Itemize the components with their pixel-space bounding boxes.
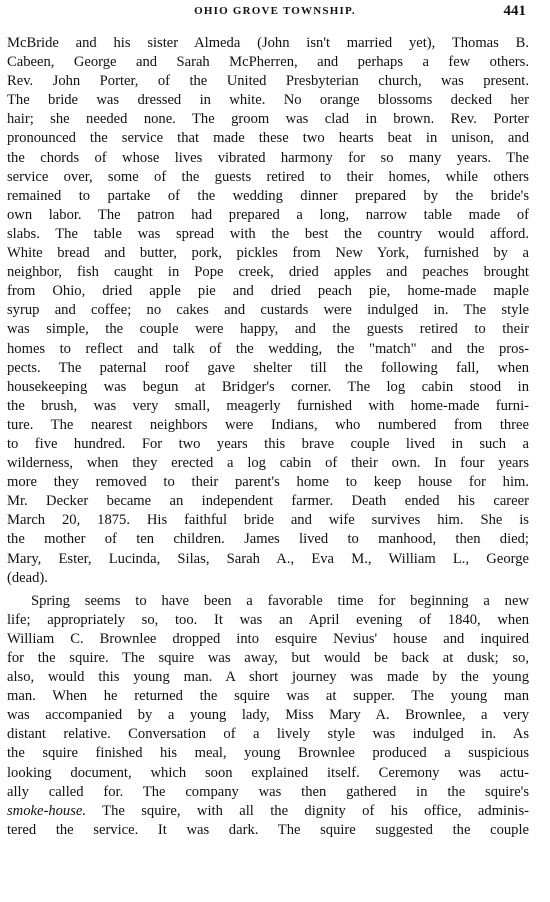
text-line: looking document, which soon explained itself. Ceremony was actu- <box>7 764 529 781</box>
text-line: slabs. The table was spread with the best the country would afford. <box>7 225 529 242</box>
text-line: White bread and butter, pork, pickles from New York, furnished by a <box>7 245 529 262</box>
text-line: was accompanied by a young lady, Miss Mary A. Brownlee, a very <box>7 707 529 724</box>
text-line: the mother of ten children. James lived to manhood, then died; <box>7 531 529 548</box>
paragraph-1 <box>7 34 529 588</box>
text-line: more they removed to their parent's home to keep house for him. <box>7 474 529 491</box>
text-line: McBride and his sister Almeda (John isn't married yet), Thomas B. <box>7 35 529 51</box>
text-line: hair; she needed none. The groom was clad in brown. Rev. Porter <box>7 111 529 128</box>
text-line-rest: The squire, with all the dignity of his office, adminis- <box>86 802 529 819</box>
text-line <box>7 802 529 821</box>
text-line: wilderness, when they erected a log cabin of their own. In four years <box>7 455 529 472</box>
text-line: the squire finished his meal, young Brownlee produced a suspicious <box>7 745 529 762</box>
text-line: distant relative. Conversation of a lively style was indulged in. As <box>7 726 529 743</box>
text-line: pronounced the service that made these two hearts beat in unison, and <box>7 130 529 147</box>
body-text <box>7 34 529 840</box>
text-line: also, would this young man. A short journey was made by the young <box>7 669 529 686</box>
text-line: Spring seems to have been a favorable time for beginning a new <box>31 592 529 609</box>
text-line: Rev. John Porter, of the United Presbyterian church, was present. <box>7 73 529 90</box>
text-line: neighbor, fish caught in Pope creek, dried apples and peaches brought <box>7 264 529 281</box>
italic-word: smoke-house. <box>7 802 87 819</box>
text-line: ture. The nearest neighbors were Indians, who numbered from three <box>7 416 529 433</box>
text-line: tered the service. It was dark. The squire suggested the couple <box>7 821 529 838</box>
text-line: Mary, Ester, Lucinda, Silas, Sarah A., Eva M., William L., George <box>7 550 529 567</box>
text-line: life; appropriately so, too. It was an April evening of 1840, when <box>7 611 529 628</box>
text-line: pects. The paternal roof gave shelter till the following fall, when <box>7 359 529 376</box>
text-line: syrup and coffee; no cakes and custards were indulged in. The style <box>7 302 529 319</box>
text-line: for the squire. The squire was away, but would be back at dusk; so, <box>7 650 529 666</box>
text-line: service over, some of the guests retired to their homes, while others <box>7 168 529 185</box>
text-line: remained to partake of the wedding dinner prepared by the bride's <box>7 187 529 204</box>
text-line: the brush, was very small, meagerly furnished with home-made furni- <box>7 397 529 414</box>
text-line: man. When he returned the squire was at supper. The young man <box>7 688 529 705</box>
text-line: William C. Brownlee dropped into esquire Nevius' house and inquired <box>7 630 529 647</box>
page-number: 441 <box>503 3 526 19</box>
running-head: OHIO GROVE TOWNSHIP. <box>194 5 356 17</box>
text-line: Cabeen, George and Sarah McPherren, and perhaps a few others. <box>7 54 529 71</box>
page-header <box>0 3 550 23</box>
text-line: housekeeping was begun at Bridger's corner. The log cabin stood in <box>7 378 529 395</box>
text-line: ally called for. The company was then gathered in the squire's <box>7 783 529 800</box>
text-line: was simple, the couple were happy, and the guests retired to their <box>7 321 529 338</box>
text-line: to five hundred. For two years this brave couple lived in such a <box>7 435 529 452</box>
text-line: the chords of whose lives vibrated harmony for so many years. The <box>7 149 529 166</box>
text-line: own labor. The patron had prepared a long, narrow table made of <box>7 206 529 223</box>
text-line: homes to reflect and talk of the wedding, the "match" and the pros- <box>7 340 529 357</box>
paragraph-2 <box>7 592 529 802</box>
text-line: Mr. Decker became an independent farmer. Death ended his career <box>7 493 529 510</box>
text-line: The bride was dressed in white. No orange blossoms decked her <box>7 92 529 109</box>
text-line: March 20, 1875. His faithful bride and wife survives him. She is <box>7 512 529 529</box>
text-line: (dead). <box>7 569 48 586</box>
text-line: from Ohio, dried apple pie and dried peach pie, home-made maple <box>7 283 529 300</box>
